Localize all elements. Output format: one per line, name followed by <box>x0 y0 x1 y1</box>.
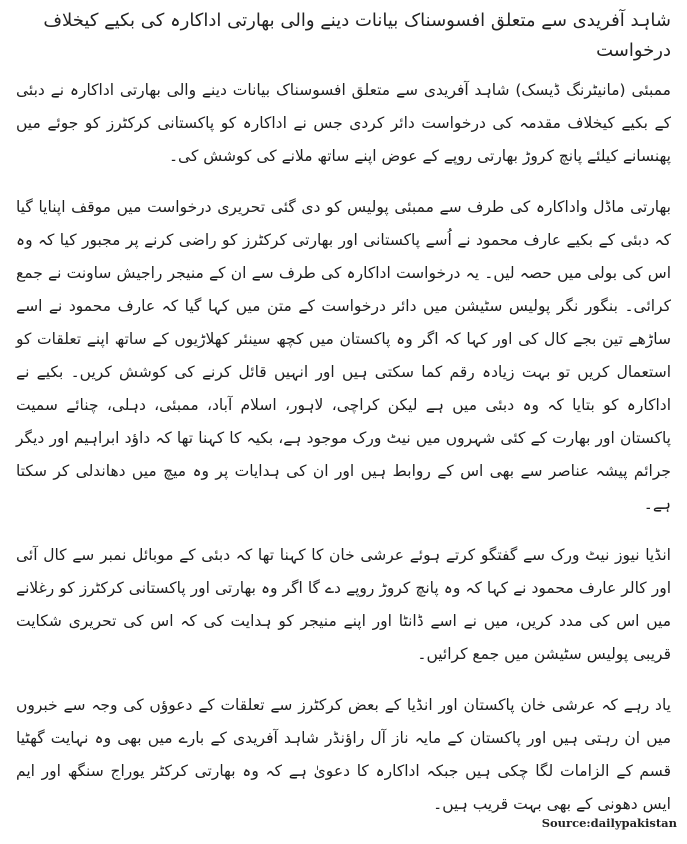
article-paragraph-4: یاد رہے کہ عرشی خان پاکستان اور انڈیا کے بعض کرکٹرز سے تعلقات کے دعوؤں کی وجہ سے خبروں میں ان رہتی ہیں اور پاکستان کے مایہ ناز آل راؤنڈر شاہد آفریدی کے بارے میں بھی وہ نہایت گھٹیا قسم کے الزامات لگا چکی ہیں جبکہ اداکارہ کا دعویٰ ہے کہ وہ بھارتی کرکٹر یوراج سنگھ اور ایم ایس دھونی کے بھی بہت قریب ہیں۔ <box>16 696 671 813</box>
article-paragraph-3: انڈیا نیوز نیٹ ورک سے گفتگو کرتے ہوئے عرشی خان کا کہنا تھا کہ دبئی کے موبائل نمبر سے کال آئی اور کالر عارف محمود نے کہا کہ وہ پانچ کروڑ روپے دے گا اگر وہ بھارتی اور پاکستانی کرکٹرز کو رغلانے میں اس کی مدد کریں، میں نے اسے ڈانٹا اور اپنے منیجر کو ہدایت کی کہ اس کی تحریری شکایت قریبی پولیس سٹیشن میں جمع کرائیں۔ <box>16 546 671 663</box>
source-credit: Source:dailypakistan <box>541 816 677 830</box>
article-paragraph-2: بھارتی ماڈل واداکارہ کی طرف سے ممبئی پولیس کو دی گئی تحریری درخواست میں موقف اپنایا گیا کہ دبئی کے بکیے عارف محمود نے اُسے پاکستانی اور بھارتی کرکٹرز کو راضی کرنے پر مجبور کیا کہ وہ اس کی بولی میں حصہ لیں۔ یہ درخواست اداکارہ کی طرف سے ان کے منیجر راجیش ساونت نے جمع کرائی۔ بنگور نگر پولیس سٹیشن میں دائر درخواست کے متن میں کہا گیا کہ عارف محمود نے اسے ساڑھے تین بجے کال کی اور کہا کہ اگر وہ پاکستان میں کچھ سینئر کھلاڑیوں کے ساتھ اپنے تعلقات کو استعمال کریں تو بہت زیادہ رقم کما سکتی ہیں اور انہیں قائل کرنے کی کوشش کریں۔ بکیے نے اداکارہ کو بتایا کہ وہ دبئی میں ہے لیکن کراچی، لاہور، اسلام آباد، ممبئی، دہلی، چنائے سمیت پاکستان اور بھارت کے کئی شہروں میں نیٹ ورک موجود ہے، بکیہ کا کہنا تھا کہ داؤد ابراہیم اور دیگر جرائم پیشہ عناصر سے بھی اس کے روابط ہیں اور ان کی ہدایات پر وہ میچ میں دھاندلی کر سکتا ہے۔ <box>16 198 671 513</box>
article-paragraph-1: ممبئی (مانیٹرنگ ڈیسک) شاہد آفریدی سے متعلق افسوسناک بیانات دینے والی بھارتی اداکارہ نے دبئی کے بکیے کیخلاف مقدمہ کی درخواست دائر کردی جس نے اداکارہ کو پاکستانی کرکٹرز کو جوئے میں پھنسانے کیلئے پانچ کروڑ بھارتی روپے کے عوض اپنے ساتھ ملانے کی کوشش کی۔ <box>16 81 671 165</box>
article <box>16 6 671 839</box>
article-title: شاہد آفریدی سے متعلق افسوسناک بیانات دینے والی بھارتی اداکارہ کی بکیے کیخلاف درخواست <box>43 10 671 61</box>
